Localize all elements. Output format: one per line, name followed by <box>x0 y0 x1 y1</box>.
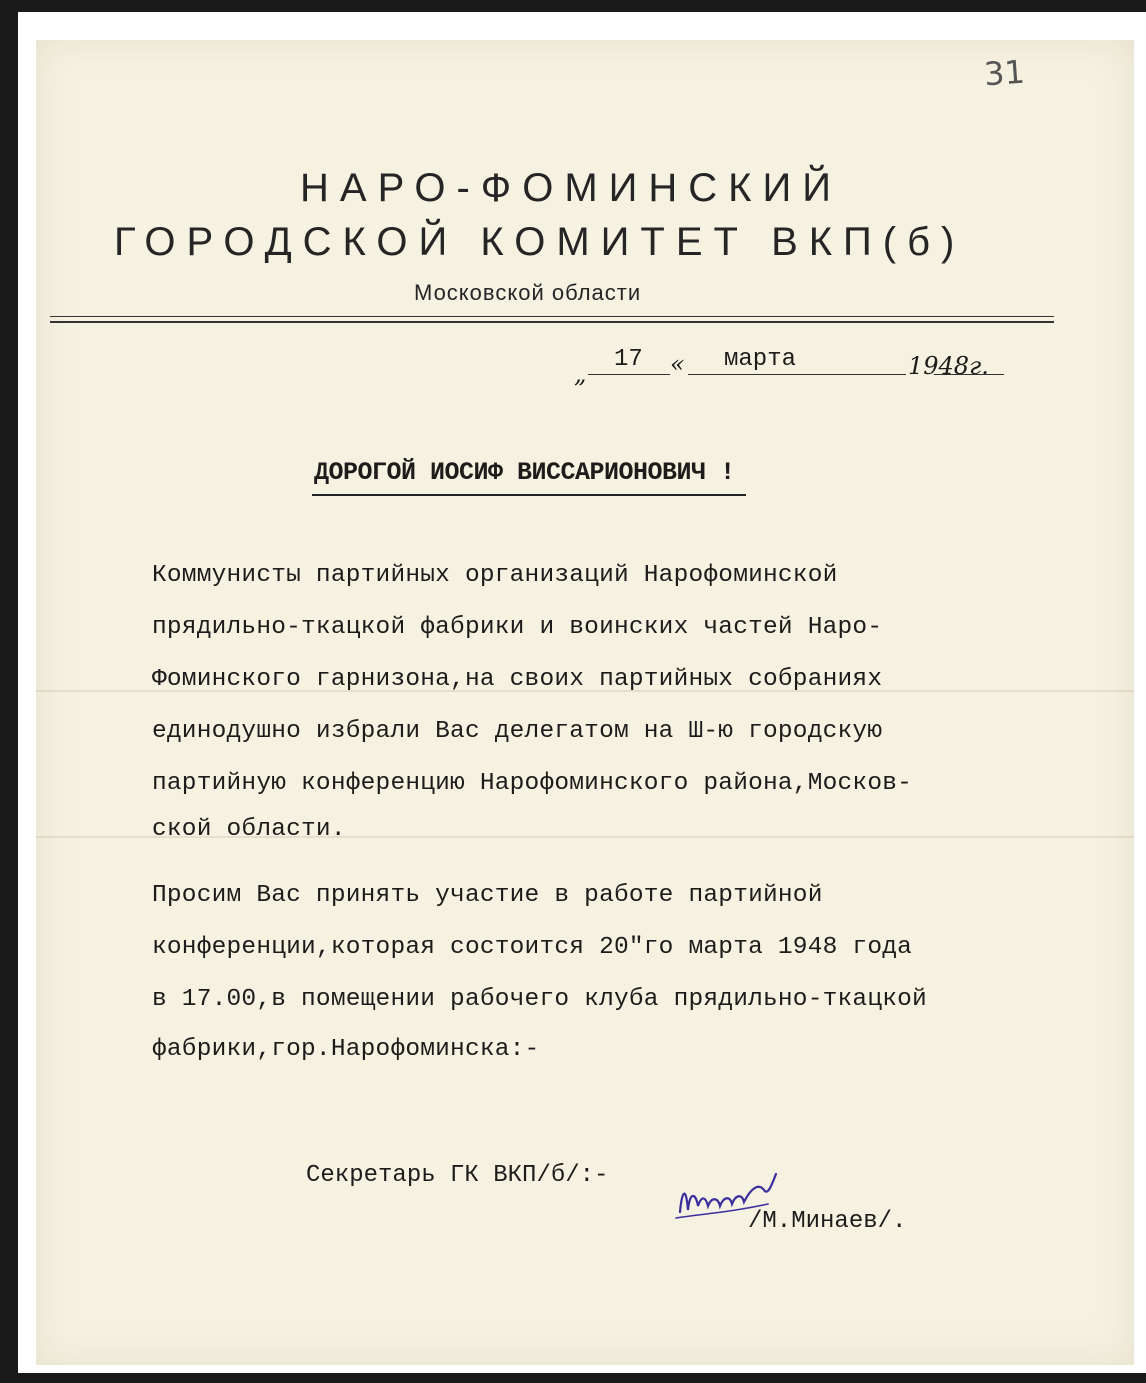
body-line: единодушно избрали Вас делегатом на Ш-ю городскую <box>152 718 883 745</box>
signatory-name: /М.Минаев/. <box>748 1208 907 1235</box>
date-day: 17 <box>614 346 643 373</box>
signature-stroke <box>680 1174 776 1212</box>
scan-border-bottom <box>0 1373 1146 1383</box>
body-line: Просим Вас принять участие в работе партийной <box>152 882 823 909</box>
scan-border-left <box>0 0 18 1383</box>
body-line: ской области. <box>152 816 346 843</box>
letterhead-line-3: Московской области <box>414 280 642 305</box>
salutation: ДОРОГОЙ ИОСИФ ВИССАРИОНОВИЧ ! <box>314 458 735 487</box>
scan-border-top <box>0 0 1146 12</box>
date-month: марта <box>724 346 797 373</box>
date-year: 1948г. <box>908 352 989 380</box>
archive-page-number: 31 <box>982 52 1026 94</box>
salutation-underline <box>312 494 746 496</box>
date-underline <box>688 374 906 375</box>
date-close-quote: « <box>670 350 685 378</box>
letterhead-rule <box>50 321 1054 323</box>
body-line: партийную конференцию Нарофоминского района,Москов- <box>152 770 913 797</box>
body-line: фабрики,гор.Нарофоминска:- <box>152 1036 540 1063</box>
date-underline <box>934 374 1004 375</box>
body-line: в 17.00,в помещении рабочего клуба прядильно-ткацкой <box>152 986 927 1013</box>
body-line: конференции,которая состоится 20"го марта 1948 года <box>152 934 913 961</box>
letterhead-rule <box>50 316 1054 317</box>
body-line: Фоминского гарнизона,на своих партийных собраниях <box>152 666 883 693</box>
signatory-title: Секретарь ГК ВКП/б/:- <box>306 1162 609 1189</box>
body-line: прядильно-ткацкой фабрики и воинских частей Наро- <box>152 614 883 641</box>
body-line: Коммунисты партийных организаций Нарофоминской <box>152 562 838 589</box>
date-underline <box>588 374 670 375</box>
letterhead-line-2: ГОРОДСКОЙ КОМИТЕТ ВКП(б) <box>114 220 966 264</box>
date-open-quote: „ <box>574 360 587 388</box>
letter-date <box>574 342 1014 388</box>
letterhead-line-1: НАРО-ФОМИНСКИЙ <box>300 166 842 210</box>
